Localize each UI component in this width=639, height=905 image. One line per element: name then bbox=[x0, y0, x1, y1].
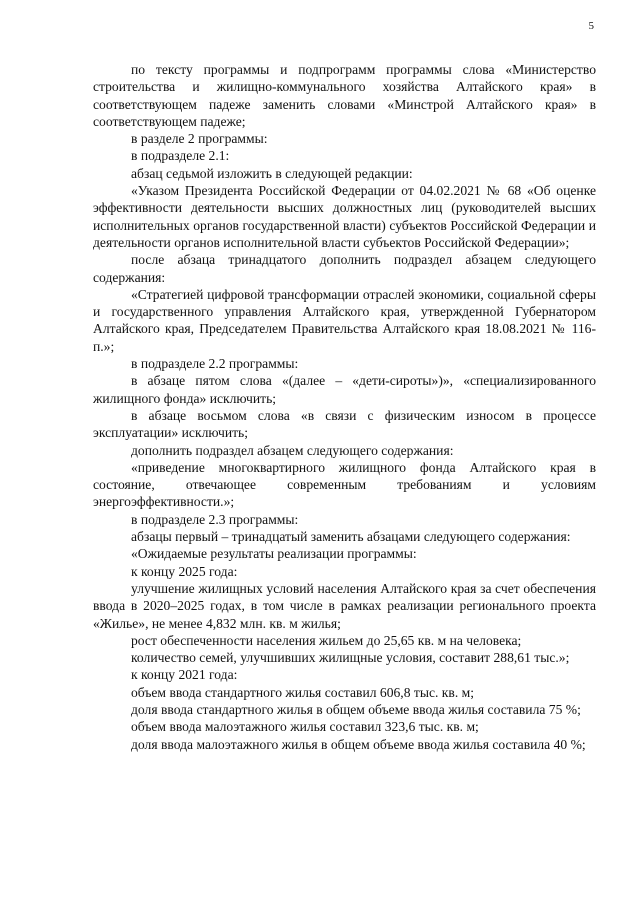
document-body bbox=[93, 61, 596, 753]
paragraph: рост обеспеченности населения жильем до 25,65 кв. м на человека; bbox=[131, 632, 522, 648]
paragraph: «приведение многоквартирного жилищного фонда Алтайского края в состояние, отвечающее современным требованиям и условиям энергоэффективности.»; bbox=[93, 459, 596, 510]
paragraph: по тексту программы и подпрограмм программы слова «Министерство строительства и жилищно-коммунального хозяйства Алтайского края» в соответствующем падеже заменить словами «Минстрой Алтайского края» в соответствующем падеже; bbox=[93, 62, 596, 129]
paragraph: к концу 2021 года: bbox=[131, 667, 238, 683]
paragraph: абзацы первый – тринадцатый заменить абзацами следующего содержания: bbox=[131, 529, 571, 545]
paragraph: в подразделе 2.2 программы: bbox=[131, 356, 299, 372]
paragraph: доля ввода стандартного жилья в общем объеме ввода жилья составила 75 %; bbox=[131, 701, 581, 717]
paragraph: «Ожидаемые результаты реализации программы: bbox=[131, 546, 417, 562]
paragraph: дополнить подраздел абзацем следующего содержания: bbox=[131, 442, 454, 458]
paragraph: к концу 2025 года: bbox=[131, 563, 238, 579]
paragraph: «Стратегией цифровой трансформации отраслей экономики, социальной сферы и государственного управления Алтайского края, утвержденной Губернатором Алтайского края, Председателем Правительства Алтайского края 18.08.2021 № 116-п.»; bbox=[93, 286, 596, 354]
paragraph: в подразделе 2.3 программы: bbox=[131, 511, 299, 527]
paragraph: в разделе 2 программы: bbox=[131, 131, 268, 147]
paragraph: в абзаце пятом слова «(далее – «дети-сироты»)», «специализированного жилищного фонда» исключить; bbox=[93, 373, 596, 406]
paragraph: объем ввода малоэтажного жилья составил 323,6 тыс. кв. м; bbox=[131, 719, 479, 735]
paragraph: в абзаце восьмом слова «в связи с физическим износом в процессе эксплуатации» исключить; bbox=[93, 407, 596, 441]
page-number: 5 bbox=[588, 20, 594, 32]
paragraph: объем ввода стандартного жилья составил 606,8 тыс. кв. м; bbox=[131, 684, 475, 700]
paragraph: количество семей, улучшивших жилищные условия, составит 288,61 тыс.»; bbox=[131, 650, 570, 666]
paragraph: доля ввода малоэтажного жилья в общем объеме ввода жилья составила 40 %; bbox=[131, 736, 586, 752]
paragraph: абзац седьмой изложить в следующей редакции: bbox=[131, 165, 413, 181]
paragraph: в подразделе 2.1: bbox=[131, 148, 230, 164]
paragraph: после абзаца тринадцатого дополнить подраздел абзацем следующего содержания: bbox=[93, 252, 596, 285]
paragraph: улучшение жилищных условий населения Алтайского края за счет обеспечения ввода в 2020–2025 годах, в том числе в рамках реализации регионального проекта «Жилье», не менее 4,832 млн. кв. м жилья; bbox=[93, 580, 596, 631]
paragraph: «Указом Президента Российской Федерации от 04.02.2021 № 68 «Об оценке эффективности деятельности высших должностных лиц (руководителей высших исполнительных органов государственной власти) субъектов Российской Федерации и деятельности органов исполнительной власти субъектов Российской Федерации»; bbox=[93, 183, 596, 250]
